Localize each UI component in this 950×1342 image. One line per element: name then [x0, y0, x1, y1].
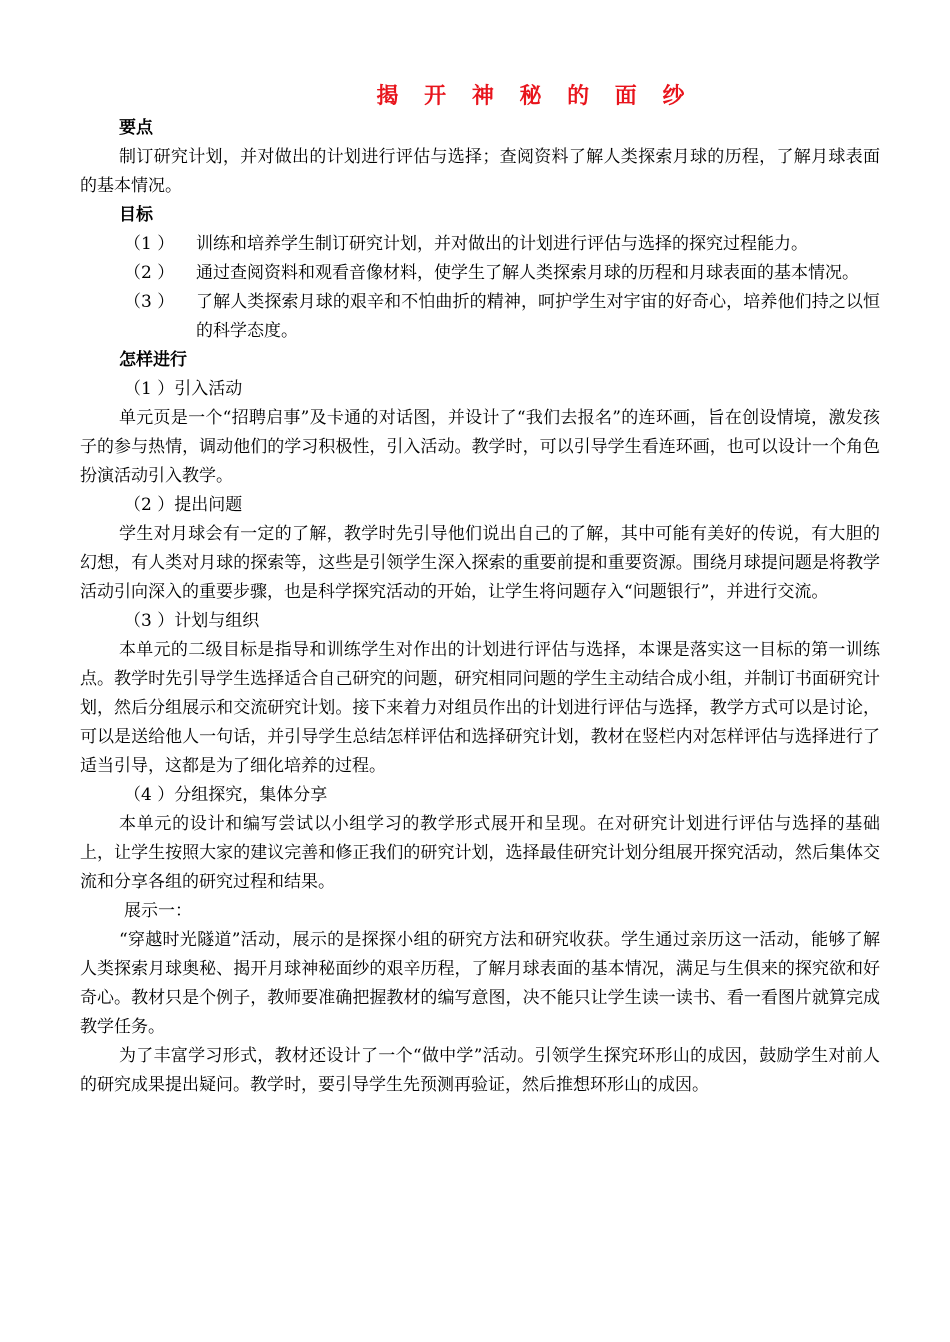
step-title-planning: （3 ）计划与组织 [124, 611, 260, 631]
goal-text: 通过查阅资料和观看音像材料，使学生了解人类探索月球的历程和月球表面的基本情况。 [196, 263, 859, 283]
document-page [80, 82, 880, 1100]
goal-number: （2 ） [124, 263, 175, 283]
goal-number: （3 ） [124, 292, 175, 312]
step-text-group-inquiry: 本单元的设计和编写尝试以小组学习的教学形式展开和呈现。在对研究计划进行评估与选择的基础上，让学生按照大家的建议完善和修正我们的研究计划，选择最佳研究计划分组展开探究活动，然后集体交流和分享各组的研究过程和结果。 [80, 814, 880, 892]
showcase-text: “穿越时光隧道”活动，展示的是探探小组的研究方法和研究收获。学生通过亲历这一活动，能够了解人类探索月球奥秘、揭开月球神秘面纱的艰辛历程，了解月球表面的基本情况，满足与生俱来的探究欲和好奇心。教材只是个例子，教师要准确把握教材的编写意图，决不能只让学生读一读书、看一看图片就算完成教学任务。 [80, 930, 880, 1037]
step-text-intro: 单元页是一个“招聘启事”及卡通的对话图，并设计了“我们去报名”的连环画，旨在创设情境，激发孩子的参与热情，调动他们的学习积极性，引入活动。教学时，可以引导学生看连环画，也可以设计一个角色扮演活动引入教学。 [80, 408, 880, 486]
goal-item [80, 259, 880, 288]
goal-item [80, 288, 880, 346]
step-text-questions: 学生对月球会有一定的了解，教学时先引导他们说出自己的了解，其中可能有美好的传说，有大胆的幻想，有人类对月球的探索等，这些是引领学生深入探索的重要前提和重要资源。围绕月球提问题是将教学活动引向深入的重要步骤，也是科学探究活动的开始，让学生将问题存入“问题银行”，并进行交流。 [80, 524, 880, 602]
page-title: 揭 开 神 秘 的 面 纱 [376, 84, 694, 109]
step-title-intro: （1 ）引入活动 [124, 379, 243, 399]
section-heading-goals: 目标 [119, 205, 153, 225]
step-text-planning: 本单元的二级目标是指导和训练学生对作出的计划进行评估与选择，本课是落实这一目标的第一训练点。教学时先引导学生选择适合自己研究的问题，研究相同问题的学生主动结合成小组，并制订书面研究计划，然后分组展示和交流研究计划。接下来着力对组员作出的计划进行评估与选择，教学方式可以是讨论，可以是送给他人一句话，并引导学生总结怎样评估和选择研究计划，教材在竖栏内对怎样评估与选择进行了适当引导，这都是为了细化培养的过程。 [80, 640, 880, 776]
goal-text: 了解人类探索月球的艰辛和不怕曲折的精神，呵护学生对宇宙的好奇心，培养他们持之以恒的科学态度。 [196, 292, 880, 341]
section-heading-process: 怎样进行 [119, 350, 187, 370]
key-points-paragraph: 制订研究计划，并对做出的计划进行评估与选择；查阅资料了解人类探索月球的历程，了解月球表面的基本情况。 [80, 147, 880, 196]
section-heading-key-points: 要点 [119, 118, 153, 138]
goal-number: （1 ） [124, 234, 175, 254]
goal-text: 训练和培养学生制订研究计划，并对做出的计划进行评估与选择的探究过程能力。 [196, 234, 808, 254]
goal-item [80, 230, 880, 259]
showcase-title: 展示一： [124, 901, 192, 921]
step-title-questions: （2 ）提出问题 [124, 495, 243, 515]
closing-paragraph: 为了丰富学习形式，教材还设计了一个“做中学”活动。引领学生探究环形山的成因，鼓励学生对前人的研究成果提出疑问。教学时，要引导学生先预测再验证，然后推想环形山的成因。 [80, 1046, 880, 1095]
step-title-group-inquiry: （4 ）分组探究，集体分享 [124, 785, 328, 805]
